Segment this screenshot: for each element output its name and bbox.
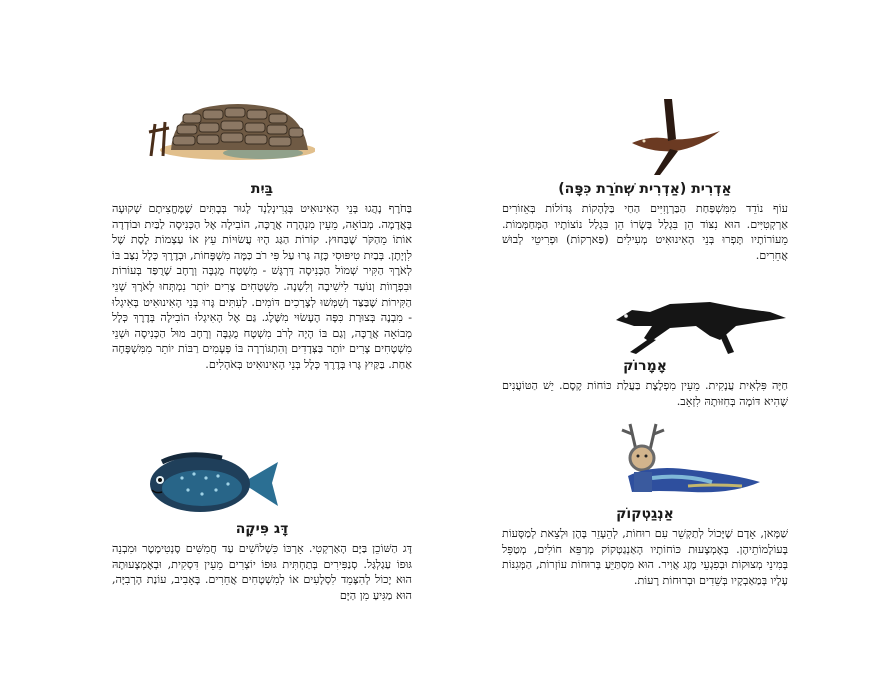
amarok-drawing	[610, 292, 788, 356]
shaman-drawing	[592, 420, 764, 498]
entry-body-angakkuq: שַׁמָּאן, אָדָם שֶׁיָּכוֹל לְתַקְשֵׁר עִם רוּחוֹת, לְהֵעָזֵר בָּהֶן וּלְצֵאת לְמַסָּעוֹת בָּעוֹלָמוֹתֵיהֶן. בְּאֶמְצָעוּת כּוֹחוֹתָיו הָאַנְגַטְקוֹק מְרַפֵּא חוֹלִים, מְטַפֵּל בְּמִינֵי מְצוּקוֹת וּבְפִגְעֵי מֶזֶג אֲוִיר. הוּא מִסְתַּיֵּעַ בְּרוּחוֹת עוֹזְרוֹת, הַמְּגִנּוֹת עָלָיו בְּמַאַבְקָיו בְּשֵׁדִים וּבְרוּחוֹת רָעוֹת.	[502, 527, 788, 587]
shaman-with-antlers-illustration	[592, 420, 764, 498]
entry-title-amarok: אָמָרוֹק	[623, 358, 667, 374]
eider-duck-illustration	[630, 95, 722, 177]
eider-duck-drawing	[630, 95, 722, 177]
sod-house-illustration	[143, 98, 315, 162]
entry-title-angakkuq: אַנְגַטְקוֹק	[616, 506, 674, 522]
entry-body-lumpfish: דָּג הַשּׁוֹכֵן בַּיָּם הָאַרְקְטִי. אָרְכּוֹ כִּשְׁלוֹשִׁים עַד חֲמִשִּׁים סֶנְטִימֶטֶר וּמִבְנֵה גּוּפוֹ עַגַלְגַּל. סְנַפִּירִים בְּתַחְתִּית גּוּפוֹ יוֹצְרִים מֵעֵין דִּסְקִית, וּבְאֶמְצָעוּתָהּ הוּא יָכוֹל לְהִצָּמֵד לִסְלָעִים אוֹ לְמִשְׁטָחִים אֲחֵרִים. בָּאָבִיב, עוֹנַת הָרְבִיָּה, הוּא מַגִּיעַ מִן הַיָּם	[112, 542, 412, 602]
entry-angakkuq	[502, 505, 788, 588]
entry-body-house: בַּחֹרֶף נָהֲגוּ בְּנֵי הָאִינוּאִיט בְּגְרִינְלַנְד לָגוּר בְּבָתִּים שֶׁמֶּחֱצִיתָם שְׁקוּעָה בָּאֲדָמָה. מְבוֹאָה, מֵעֵין מִנְהָרָה אֲרֻכָּה, הוֹבִילָה אֶל הַכְּנִיסָה לַבַּיִת וּבוֹדְדָה אוֹתוֹ מֵהַקֹּר שֶׁבַּחוּץ. קוֹרוֹת הַגַּג הָיוּ עֲשׂוּיוֹת עֵץ אוֹ עַצְמוֹת לֶסֶת שֶׁל לִוְיָתָן. בְּבַיִת טִיפּוּסִי כָּזֶה גָּרוּ עַל פִּי רֹב כַּמָּה מִשְׁפָּחוֹת, וּבְדֶרֶךְ כְּלָל נִצַּב בּוֹ לְאֹרֶךְ הַקִּיר שְׁמוֹל הַכְּנִיסָה דַּרְגָּשׁ - מִשְׁטָח מֻגְבָּה וְרָחָב שֶׁרֻפַּד בְּעוֹרוֹת וּבִפְרָווֹת וְנוֹעַד לִישִׁיבָה וְלִשְׁנָה. מִשְׁטָחִים צָרִים יוֹתֵר נִמְתְּחוּ לְאֹרֶךְ שְׁנֵי הַקִּירוֹת שֶׁבַּצַּד וְשִׁמְּשׁוּ לְצָרְכִים דּוֹמִים. לְעִתִּים גָּרוּ בְּנֵי הָאִינוּאִיט בְּאִיגְלוּ - מִבְנֶה בְּצוּרַת כִּפָּה הֶעָשׂוּי מִשֶּׁלֶג. גַּם אֶל הָאִיגְלוּ הוֹבִילָה בְּדֶרֶךְ כְּלָל מְבוֹאָה אֲרֻכָּה, וְגַם בּוֹ הָיָה לְרֹב מִשְׁטָח מֻגְבָּה וְרָחָב מוּל הַכְּנִיסָה וּשְׁנֵי מִשְׁטָחִים צָרִים יוֹתֵר בַּצְּדָדִים וְהִתְגּוֹרְרָה בּוֹ פְּעָמִים רַבּוֹת יוֹתֵר מִמִּשְׁפָּחָה אַחַת. בַּקַּיִץ גָּרוּ בְּדֶרֶךְ כְּלָל בְּנֵי הָאִינוּאִיט בְּאֹהָלִים.	[112, 202, 412, 371]
lumpfish-drawing	[142, 448, 282, 518]
entry-title-house: בַּיִת	[250, 181, 274, 197]
entry-amarok	[502, 357, 788, 409]
entry-lumpfish	[112, 520, 412, 603]
entry-body-eider-duck: עוֹף נוֹדֵד מִמִּשְׁפַּחַת הַבַּרְוָזִיִּים הַחַי בַּלְּהָקוֹת גְּדוֹלוֹת בְּאֵזוֹרִים אַרְקְטִיִּים. הוּא נִצּוֹד הֵן בִּגְלַל בְּשָׂרוֹ הֵן בִּגְלַל נוֹצוֹתָיו הַמְּחַמְּמוֹת. מֵעוֹרוֹתָיו תָּפְרוּ בְּנֵי הָאִינוּאִיט מְעִילִים (פַּארְקוֹת) וּפְרִיטֵי לְבוּשׁ אֲחֵרִים.	[502, 202, 788, 262]
entry-body-amarok: חַיָּה פִּלְאִית עֲנָקִית. מֵעֵין מִפְלֶצֶת בַּעֲלַת כּוֹחוֹת קֶסֶם. יֵשׁ הַטּוֹעֲנִים שֶׁהִיא דּוֹמָה בְּחִזּוּתָהּ לִזְאֵב.	[502, 379, 788, 408]
sod-house-drawing	[143, 98, 315, 162]
lumpfish-illustration	[142, 448, 282, 518]
entry-eider-duck	[502, 180, 788, 263]
entry-title-lumpfish: דָּג פִּיקָה	[235, 521, 289, 537]
entry-title-eider-duck: אַדְרִית (אַדְרִית שְׁחֹרַת כִּפָּה)	[558, 181, 732, 197]
amarok-beast-illustration	[610, 292, 788, 356]
entry-house	[112, 180, 412, 373]
